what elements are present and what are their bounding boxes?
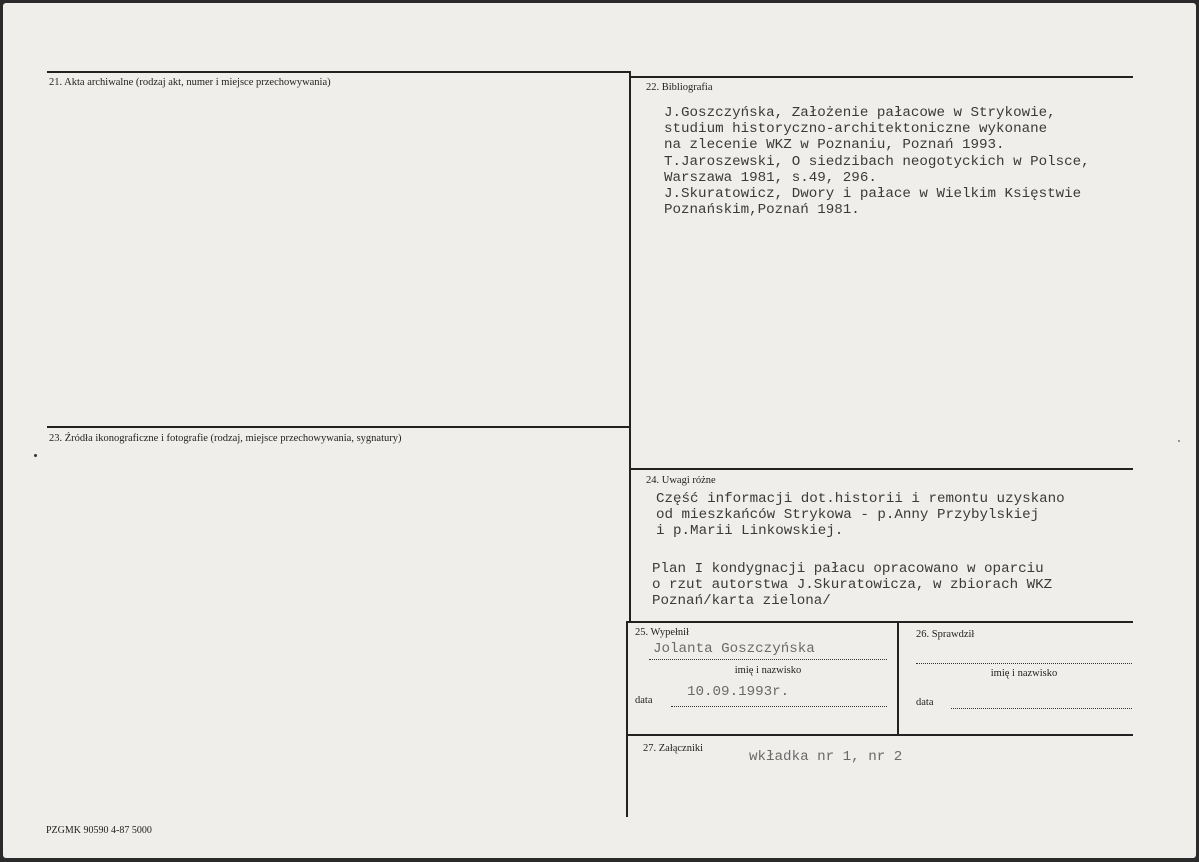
filled-by-date: 10.09.1993r. — [687, 684, 790, 700]
remarks-line: i p.Marii Linkowskiej. — [656, 523, 844, 539]
filled-by-name-line — [649, 659, 887, 660]
remarks-line: Część informacji dot.historii i remontu uzyskano — [656, 491, 1065, 507]
remarks-line: o rzut autorstwa J.Skuratowicza, w zbiorach WKZ — [652, 577, 1053, 593]
bibliography-line: J.Skuratowicz, Dwory i pałace w Wielkim Księstwie — [664, 186, 1082, 202]
checked-by-date-line — [951, 708, 1132, 709]
rule-25-26 — [627, 621, 1133, 623]
filled-by-date-label: data — [635, 695, 653, 706]
rule-23 — [47, 426, 631, 428]
inventory-card-back — [3, 3, 1196, 858]
center-vertical-rule-lower — [626, 621, 628, 817]
remarks-line: od mieszkańców Strykowa - p.Anny Przybylskiej — [656, 507, 1040, 523]
center-vertical-rule-upper — [629, 73, 631, 621]
filled-by-name-caption: imię i nazwisko — [734, 665, 802, 676]
bibliography-line: Poznańskim,Poznań 1981. — [664, 202, 860, 218]
remarks-line: Plan I kondygnacji pałacu opracowano w oparciu — [652, 561, 1044, 577]
section-26-label: 26. Sprawdził — [916, 629, 975, 640]
checked-by-name-caption: imię i nazwisko — [990, 668, 1058, 679]
bibliography-line: Warszawa 1981, s.49, 296. — [664, 170, 877, 186]
top-rule-left — [47, 71, 631, 73]
section-21-label: 21. Akta archiwalne (rodzaj akt, numer i miejsce przechowywania) — [49, 77, 331, 88]
section-25-label: 25. Wypełnił — [635, 627, 690, 638]
top-rule-right — [631, 76, 1133, 78]
attachments-value: wkładka nr 1, nr 2 — [749, 749, 903, 765]
ink-dot — [34, 454, 37, 457]
ink-dot — [1178, 440, 1180, 442]
filled-by-date-line — [671, 706, 887, 707]
bibliography-line: J.Goszczyńska, Założenie pałacowe w Strykowie, — [664, 105, 1056, 121]
rule-27 — [627, 734, 1133, 736]
rule-24 — [631, 468, 1133, 470]
bibliography-line: na zlecenie WKZ w Poznaniu, Poznań 1993. — [664, 137, 1005, 153]
signature-divider-rule — [897, 621, 899, 734]
print-code: PZGMK 90590 4-87 5000 — [46, 825, 152, 836]
bibliography-line: T.Jaroszewski, O siedzibach neogotyckich w Polsce, — [664, 154, 1090, 170]
bibliography-line: studium historyczno-architektoniczne wykonane — [664, 121, 1048, 137]
filled-by-name: Jolanta Goszczyńska — [653, 641, 815, 657]
remarks-line: Poznań/karta zielona/ — [652, 593, 831, 609]
section-23-label: 23. Źródła ikonograficzne i fotografie (rodzaj, miejsce przechowywania, sygnatury) — [49, 433, 402, 444]
section-22-label: 22. Bibliografia — [646, 82, 713, 93]
section-24-label: 24. Uwagi różne — [646, 475, 716, 486]
section-27-label: 27. Załączniki — [643, 743, 704, 754]
checked-by-name-line — [916, 663, 1132, 664]
checked-by-date-label: data — [916, 697, 934, 708]
